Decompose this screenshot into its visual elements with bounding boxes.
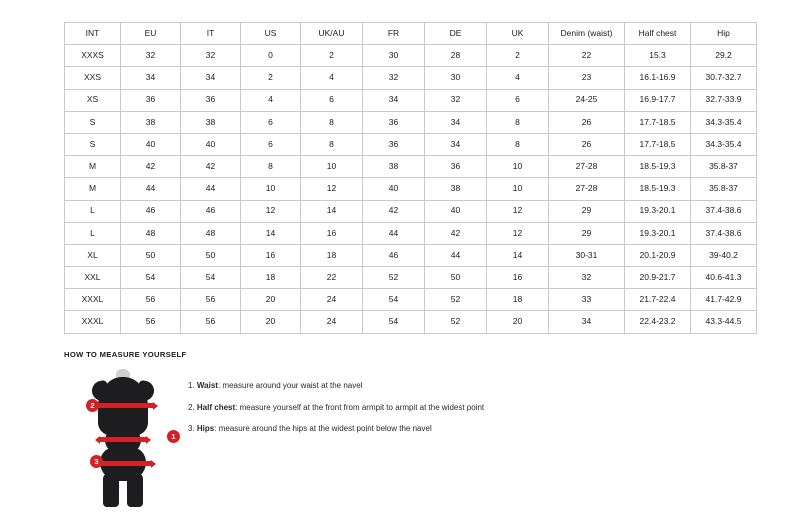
marker-2-half-chest: 2 [86, 399, 99, 412]
table-cell: 32.7-33.9 [691, 89, 757, 111]
table-cell: 44 [121, 178, 181, 200]
table-cell: 42 [121, 156, 181, 178]
table-cell: 32 [363, 67, 425, 89]
measure-instruction-hips [188, 424, 484, 434]
column-header-uk: UK [487, 23, 549, 45]
table-cell: XL [65, 244, 121, 266]
table-cell: 52 [425, 311, 487, 333]
table-cell: 17.7-18.5 [625, 133, 691, 155]
table-cell: 29 [549, 200, 625, 222]
table-cell: 6 [241, 111, 301, 133]
table-cell: 36 [363, 133, 425, 155]
table-cell: 36 [425, 156, 487, 178]
table-cell: 10 [301, 156, 363, 178]
column-header-de: DE [425, 23, 487, 45]
table-cell: 39-40.2 [691, 244, 757, 266]
table-cell: 40.6-41.3 [691, 267, 757, 289]
instruction-term-hips: Hips [196, 424, 215, 434]
table-cell: 34 [121, 67, 181, 89]
table-cell: 12 [487, 200, 549, 222]
column-header-uk-au: UK/AU [301, 23, 363, 45]
table-row [65, 178, 757, 200]
table-cell: 18 [301, 244, 363, 266]
table-row [65, 89, 757, 111]
table-cell: 36 [181, 89, 241, 111]
mannequin-leg-right [127, 473, 143, 507]
table-cell: 56 [121, 311, 181, 333]
table-cell: XXXL [65, 311, 121, 333]
table-cell: 40 [425, 200, 487, 222]
table-cell: 10 [241, 178, 301, 200]
table-row [65, 133, 757, 155]
column-header-int: INT [65, 23, 121, 45]
table-cell: 29.2 [691, 45, 757, 67]
size-chart-table [64, 22, 757, 334]
table-cell: 46 [363, 244, 425, 266]
table-cell: 16.1-16.9 [625, 67, 691, 89]
table-cell: L [65, 222, 121, 244]
table-cell: 15.3 [625, 45, 691, 67]
table-cell: 33 [549, 289, 625, 311]
table-cell: 16.9-17.7 [625, 89, 691, 111]
measure-instruction-waist [188, 381, 484, 391]
table-cell: 34.3-35.4 [691, 111, 757, 133]
table-cell: 10 [487, 178, 549, 200]
table-cell: 56 [181, 311, 241, 333]
table-cell: 42 [363, 200, 425, 222]
table-cell: 34.3-35.4 [691, 133, 757, 155]
table-cell: 4 [241, 89, 301, 111]
table-cell: 41.7-42.9 [691, 289, 757, 311]
measure-instructions-list [182, 369, 484, 446]
table-cell: 16 [487, 267, 549, 289]
table-cell: 54 [121, 267, 181, 289]
instruction-number-3: 3. [188, 424, 195, 434]
table-cell: 20.1-20.9 [625, 244, 691, 266]
table-cell: 23 [549, 67, 625, 89]
table-cell: 20 [241, 311, 301, 333]
table-cell: 46 [121, 200, 181, 222]
table-cell: 24 [301, 289, 363, 311]
table-cell: 20.9-21.7 [625, 267, 691, 289]
table-header-row [65, 23, 757, 45]
table-cell: 32 [549, 267, 625, 289]
table-cell: 54 [363, 289, 425, 311]
instruction-text-hips: : measure around the hips at the widest point below the navel [214, 424, 432, 434]
table-cell: 12 [301, 178, 363, 200]
table-row [65, 156, 757, 178]
table-row [65, 222, 757, 244]
table-cell: 40 [181, 133, 241, 155]
table-cell: XXXL [65, 289, 121, 311]
column-header-us: US [241, 23, 301, 45]
table-cell: 27-28 [549, 156, 625, 178]
instruction-number-1: 1. [188, 381, 195, 390]
table-cell: 0 [241, 45, 301, 67]
table-cell: 21.7-22.4 [625, 289, 691, 311]
table-cell: 38 [121, 111, 181, 133]
how-to-measure-title: HOW TO MEASURE YOURSELF [64, 350, 187, 359]
table-cell: 4 [487, 67, 549, 89]
table-cell: 56 [181, 289, 241, 311]
table-cell: 35.8-37 [691, 178, 757, 200]
table-row [65, 111, 757, 133]
instruction-text-waist: : measure around your waist at the navel [217, 381, 363, 390]
how-to-measure-section [64, 350, 744, 509]
mannequin-leg-left [103, 473, 119, 507]
table-row [65, 311, 757, 333]
table-cell: 12 [241, 200, 301, 222]
table-cell: 18 [487, 289, 549, 311]
table-cell: 30.7-32.7 [691, 67, 757, 89]
table-cell: 32 [121, 45, 181, 67]
table-cell: XXL [65, 267, 121, 289]
table-cell: 22 [301, 267, 363, 289]
table-cell: 36 [363, 111, 425, 133]
instruction-text-half-chest: : measure yourself at the front from armpit to armpit at the widest point [235, 402, 485, 412]
table-cell: 37.4-38.6 [691, 222, 757, 244]
table-cell: M [65, 178, 121, 200]
table-cell: 44 [181, 178, 241, 200]
table-cell: 30-31 [549, 244, 625, 266]
size-chart-body [65, 45, 757, 333]
table-cell: 4 [301, 67, 363, 89]
table-cell: S [65, 133, 121, 155]
table-cell: 32 [425, 89, 487, 111]
column-header-half-chest: Half chest [625, 23, 691, 45]
table-cell: 6 [487, 89, 549, 111]
table-cell: 42 [425, 222, 487, 244]
table-cell: 56 [121, 289, 181, 311]
table-cell: 14 [487, 244, 549, 266]
table-cell: 50 [121, 244, 181, 266]
table-row [65, 200, 757, 222]
column-header-eu: EU [121, 23, 181, 45]
table-cell: 8 [487, 133, 549, 155]
instruction-term-waist: Waist [196, 381, 218, 390]
column-header-denim-waist: Denim (waist) [549, 23, 625, 45]
table-cell: 52 [425, 289, 487, 311]
table-cell: 8 [487, 111, 549, 133]
mannequin-figure-column [64, 369, 182, 509]
table-cell: 18.5-19.3 [625, 178, 691, 200]
table-cell: 43.3-44.5 [691, 311, 757, 333]
table-cell: 30 [363, 45, 425, 67]
table-cell: 44 [363, 222, 425, 244]
table-cell: 44 [425, 244, 487, 266]
table-cell: 27-28 [549, 178, 625, 200]
table-cell: XS [65, 89, 121, 111]
table-cell: 34 [363, 89, 425, 111]
table-cell: 34 [425, 133, 487, 155]
table-cell: 40 [363, 178, 425, 200]
column-header-hip: Hip [691, 23, 757, 45]
column-header-fr: FR [363, 23, 425, 45]
table-cell: 8 [301, 133, 363, 155]
table-cell: 19.3-20.1 [625, 222, 691, 244]
table-cell: 10 [487, 156, 549, 178]
table-cell: 50 [181, 244, 241, 266]
marker-3-hips: 3 [90, 455, 103, 468]
table-cell: 50 [425, 267, 487, 289]
table-cell: 54 [181, 267, 241, 289]
half-chest-measure-arrow [93, 403, 153, 408]
mannequin-illustration [86, 369, 176, 509]
table-row [65, 244, 757, 266]
table-cell: 38 [425, 178, 487, 200]
table-row [65, 67, 757, 89]
table-cell: 24-25 [549, 89, 625, 111]
table-cell: 19.3-20.1 [625, 200, 691, 222]
table-cell: 28 [425, 45, 487, 67]
table-cell: 26 [549, 111, 625, 133]
table-cell: 52 [363, 267, 425, 289]
table-cell: S [65, 111, 121, 133]
table-cell: 32 [181, 45, 241, 67]
measure-instruction-half-chest [188, 403, 484, 413]
table-cell: 34 [549, 311, 625, 333]
table-cell: 18 [241, 267, 301, 289]
table-cell: 34 [425, 111, 487, 133]
table-cell: 36 [121, 89, 181, 111]
table-cell: 6 [241, 133, 301, 155]
table-cell: 35.8-37 [691, 156, 757, 178]
table-cell: 17.7-18.5 [625, 111, 691, 133]
table-cell: 14 [301, 200, 363, 222]
table-cell: 20 [241, 289, 301, 311]
table-cell: 6 [301, 89, 363, 111]
table-row [65, 267, 757, 289]
table-cell: 48 [181, 222, 241, 244]
table-cell: 46 [181, 200, 241, 222]
table-cell: 37.4-38.6 [691, 200, 757, 222]
table-cell: 24 [301, 311, 363, 333]
table-cell: M [65, 156, 121, 178]
hips-measure-arrow [95, 461, 151, 466]
table-cell: 38 [363, 156, 425, 178]
instruction-term-half-chest: Half chest [196, 402, 236, 412]
table-cell: XXS [65, 67, 121, 89]
waist-measure-arrow [100, 437, 146, 442]
table-cell: 34 [181, 67, 241, 89]
table-cell: 8 [241, 156, 301, 178]
column-header-it: IT [181, 23, 241, 45]
size-chart-container [64, 22, 742, 334]
table-cell: 48 [121, 222, 181, 244]
table-cell: 42 [181, 156, 241, 178]
table-cell: 14 [241, 222, 301, 244]
table-row [65, 289, 757, 311]
table-cell: 38 [181, 111, 241, 133]
table-row [65, 45, 757, 67]
table-cell: 2 [487, 45, 549, 67]
table-cell: XXXS [65, 45, 121, 67]
table-cell: 26 [549, 133, 625, 155]
table-cell: 16 [241, 244, 301, 266]
table-cell: 22 [549, 45, 625, 67]
table-cell: 2 [241, 67, 301, 89]
table-cell: 8 [301, 111, 363, 133]
table-cell: 12 [487, 222, 549, 244]
table-cell: 29 [549, 222, 625, 244]
table-cell: L [65, 200, 121, 222]
table-cell: 2 [301, 45, 363, 67]
table-cell: 30 [425, 67, 487, 89]
table-cell: 16 [301, 222, 363, 244]
table-cell: 18.5-19.3 [625, 156, 691, 178]
table-cell: 54 [363, 311, 425, 333]
table-cell: 20 [487, 311, 549, 333]
table-cell: 22.4-23.2 [625, 311, 691, 333]
table-cell: 40 [121, 133, 181, 155]
marker-1-waist: 1 [167, 430, 180, 443]
instruction-number-2: 2. [188, 402, 195, 412]
how-to-measure-body [64, 369, 744, 509]
